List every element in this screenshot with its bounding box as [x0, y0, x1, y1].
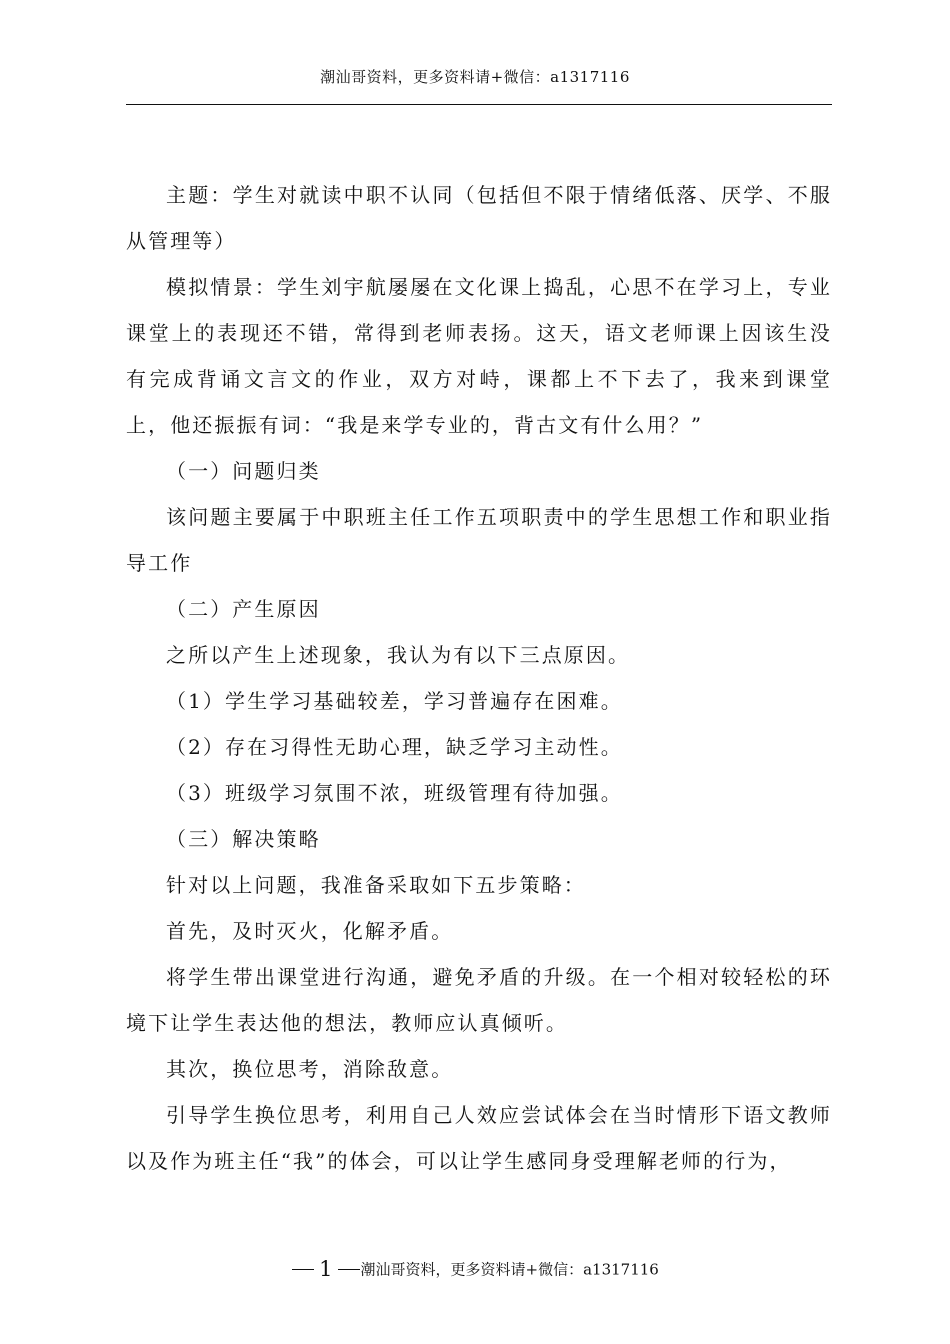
document-body: [126, 172, 832, 1184]
strategy-step-1-title: 首先，及时灭火，化解矛盾。: [166, 919, 454, 943]
footer-text: 潮汕哥资料，更多资料请+微信：a1317116: [360, 1260, 659, 1279]
paragraph-causes-intro: 之所以产生上述现象，我认为有以下三点原因。: [166, 643, 631, 667]
paragraph-strategies-intro: 针对以上问题，我准备采取如下五步策略：: [166, 873, 586, 897]
footer-dash-left: [292, 1269, 314, 1270]
paragraph-topic: 主题：学生对就读中职不认同（包括但不限于情绪低落、厌学、不服从管理等）: [126, 183, 832, 253]
page-number: 1: [319, 1257, 333, 1281]
footer-dash-right: [338, 1269, 360, 1270]
list-item-cause-1: （1）学生学习基础较差，学习普遍存在困难。: [166, 689, 623, 713]
heading-problem-classification: （一）问题归类: [166, 459, 321, 483]
page-footer: [0, 1257, 950, 1281]
strategy-step-1-detail: 将学生带出课堂进行沟通，避免矛盾的升级。在一个相对较轻松的环境下让学生表达他的想法，教师应认真倾听。: [126, 965, 832, 1035]
page-header: 潮汕哥资料，更多资料请+微信：a1317116: [320, 68, 630, 86]
heading-causes: （二）产生原因: [166, 597, 321, 621]
heading-strategies: （三）解决策略: [166, 827, 321, 851]
strategy-step-2-detail: 引导学生换位思考，利用自己人效应尝试体会在当时情形下语文教师以及作为班主任“我”的体会，可以让学生感同身受理解老师的行为，: [126, 1103, 832, 1173]
strategy-step-2-title: 其次，换位思考，消除敌意。: [166, 1057, 454, 1081]
list-item-cause-3: （3）班级学习氛围不浓，班级管理有待加强。: [166, 781, 623, 805]
list-item-cause-2: （2）存在习得性无助心理，缺乏学习主动性。: [166, 735, 623, 759]
header-divider: [126, 104, 832, 105]
paragraph-scenario: 模拟情景：学生刘宇航屡屡在文化课上捣乱，心思不在学习上，专业课堂上的表现还不错，常得到老师表扬。这天，语文老师课上因该生没有完成背诵文言文的作业，双方对峙，课都上不下去了，我来到课堂上，他还振振有词：“我是来学专业的，背古文有什么用？”: [126, 275, 832, 437]
paragraph-classification: 该问题主要属于中职班主任工作五项职责中的学生思想工作和职业指导工作: [126, 505, 832, 575]
